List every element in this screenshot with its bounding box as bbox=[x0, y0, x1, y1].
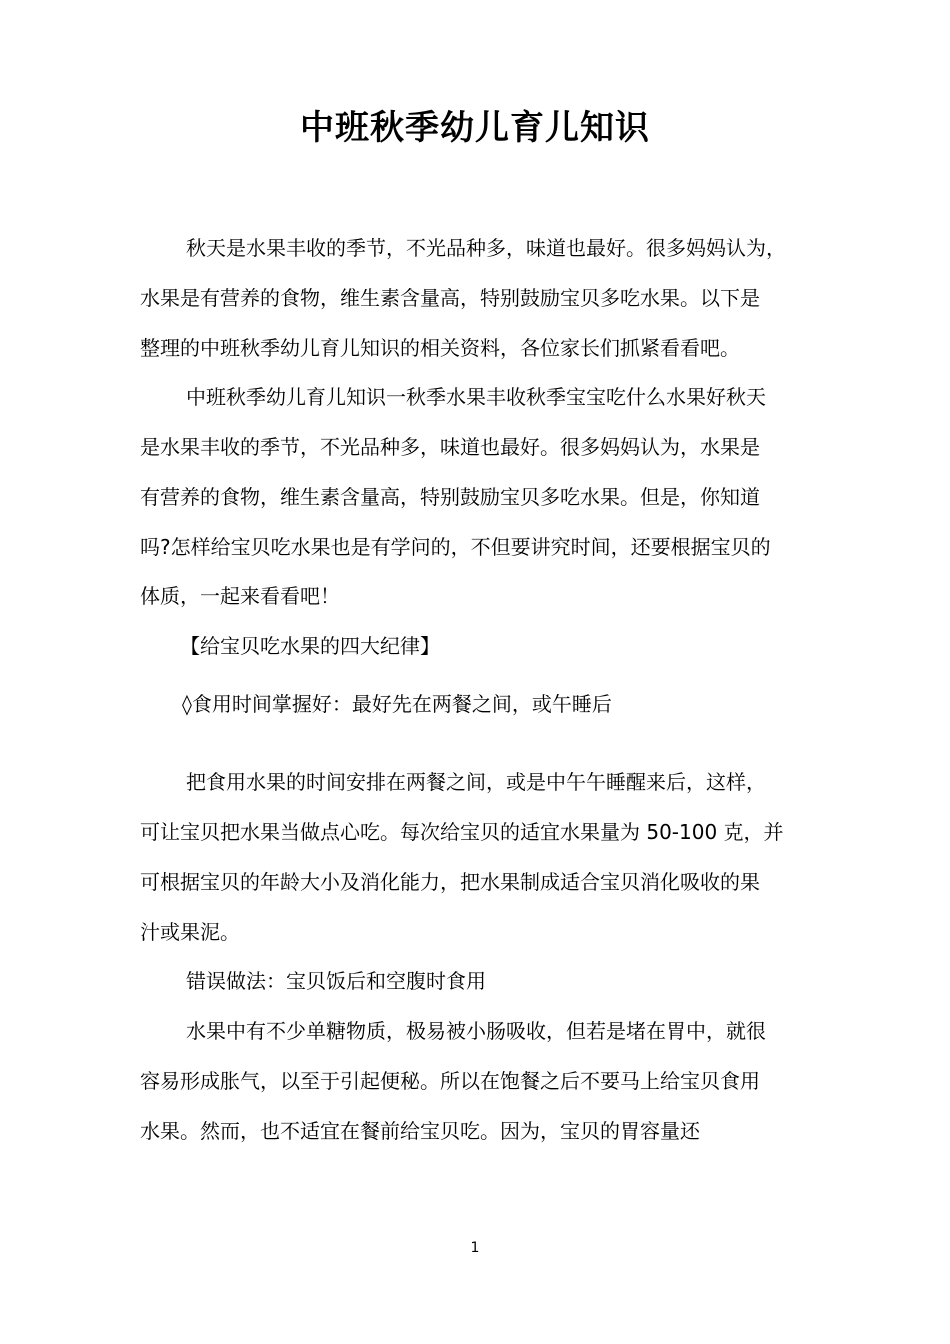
page-number: 1 bbox=[470, 1240, 480, 1256]
subheading-line: ◊食用时间掌握好：最好先在两餐之间，或午睡后 bbox=[182, 692, 612, 716]
paragraph-line: 是水果丰收的季节，不光品种多，味道也最好。很多妈妈认为，水果是 bbox=[140, 435, 760, 459]
paragraph-line: 容易形成胀气，以至于引起便秘。所以在饱餐之后不要马上给宝贝食用 bbox=[140, 1069, 760, 1093]
paragraph-line: 可根据宝贝的年龄大小及消化能力，把水果制成适合宝贝消化吸收的果 bbox=[140, 870, 760, 894]
paragraph-line: 水果中有不少单糖物质，极易被小肠吸收，但若是堵在胃中，就很 bbox=[186, 1019, 766, 1043]
paragraph-line: 有营养的食物，维生素含量高，特别鼓励宝贝多吃水果。但是，你知道 bbox=[140, 485, 760, 509]
paragraph-line: 汁或果泥。 bbox=[140, 920, 240, 944]
paragraph-line: 整理的中班秋季幼儿育儿知识的相关资料，各位家长们抓紧看看吧。 bbox=[140, 336, 740, 360]
paragraph-line: 体质，一起来看看吧！ bbox=[140, 584, 340, 608]
document-title: 中班秋季幼儿育儿知识 bbox=[300, 108, 650, 148]
paragraph-line: 可让宝贝把水果当做点心吃。每次给宝贝的适宜水果量为 50-100 克，并 bbox=[140, 820, 784, 844]
section-heading: 【给宝贝吃水果的四大纪律】 bbox=[180, 634, 440, 658]
paragraph-line: 秋天是水果丰收的季节，不光品种多，味道也最好。很多妈妈认为， bbox=[186, 236, 786, 260]
paragraph-line: 吗?怎样给宝贝吃水果也是有学问的，不但要讲究时间，还要根据宝贝的 bbox=[140, 535, 771, 559]
paragraph-line: 中班秋季幼儿育儿知识一秋季水果丰收秋季宝宝吃什么水果好秋天 bbox=[186, 385, 766, 409]
subheading-line: 错误做法：宝贝饭后和空腹时食用 bbox=[186, 969, 486, 993]
paragraph-line: 水果是有营养的食物，维生素含量高，特别鼓励宝贝多吃水果。以下是 bbox=[140, 286, 760, 310]
paragraph-line: 把食用水果的时间安排在两餐之间，或是中午午睡醒来后，这样， bbox=[186, 770, 766, 794]
paragraph-line: 水果。然而，也不适宜在餐前给宝贝吃。因为，宝贝的胃容量还 bbox=[140, 1119, 700, 1143]
